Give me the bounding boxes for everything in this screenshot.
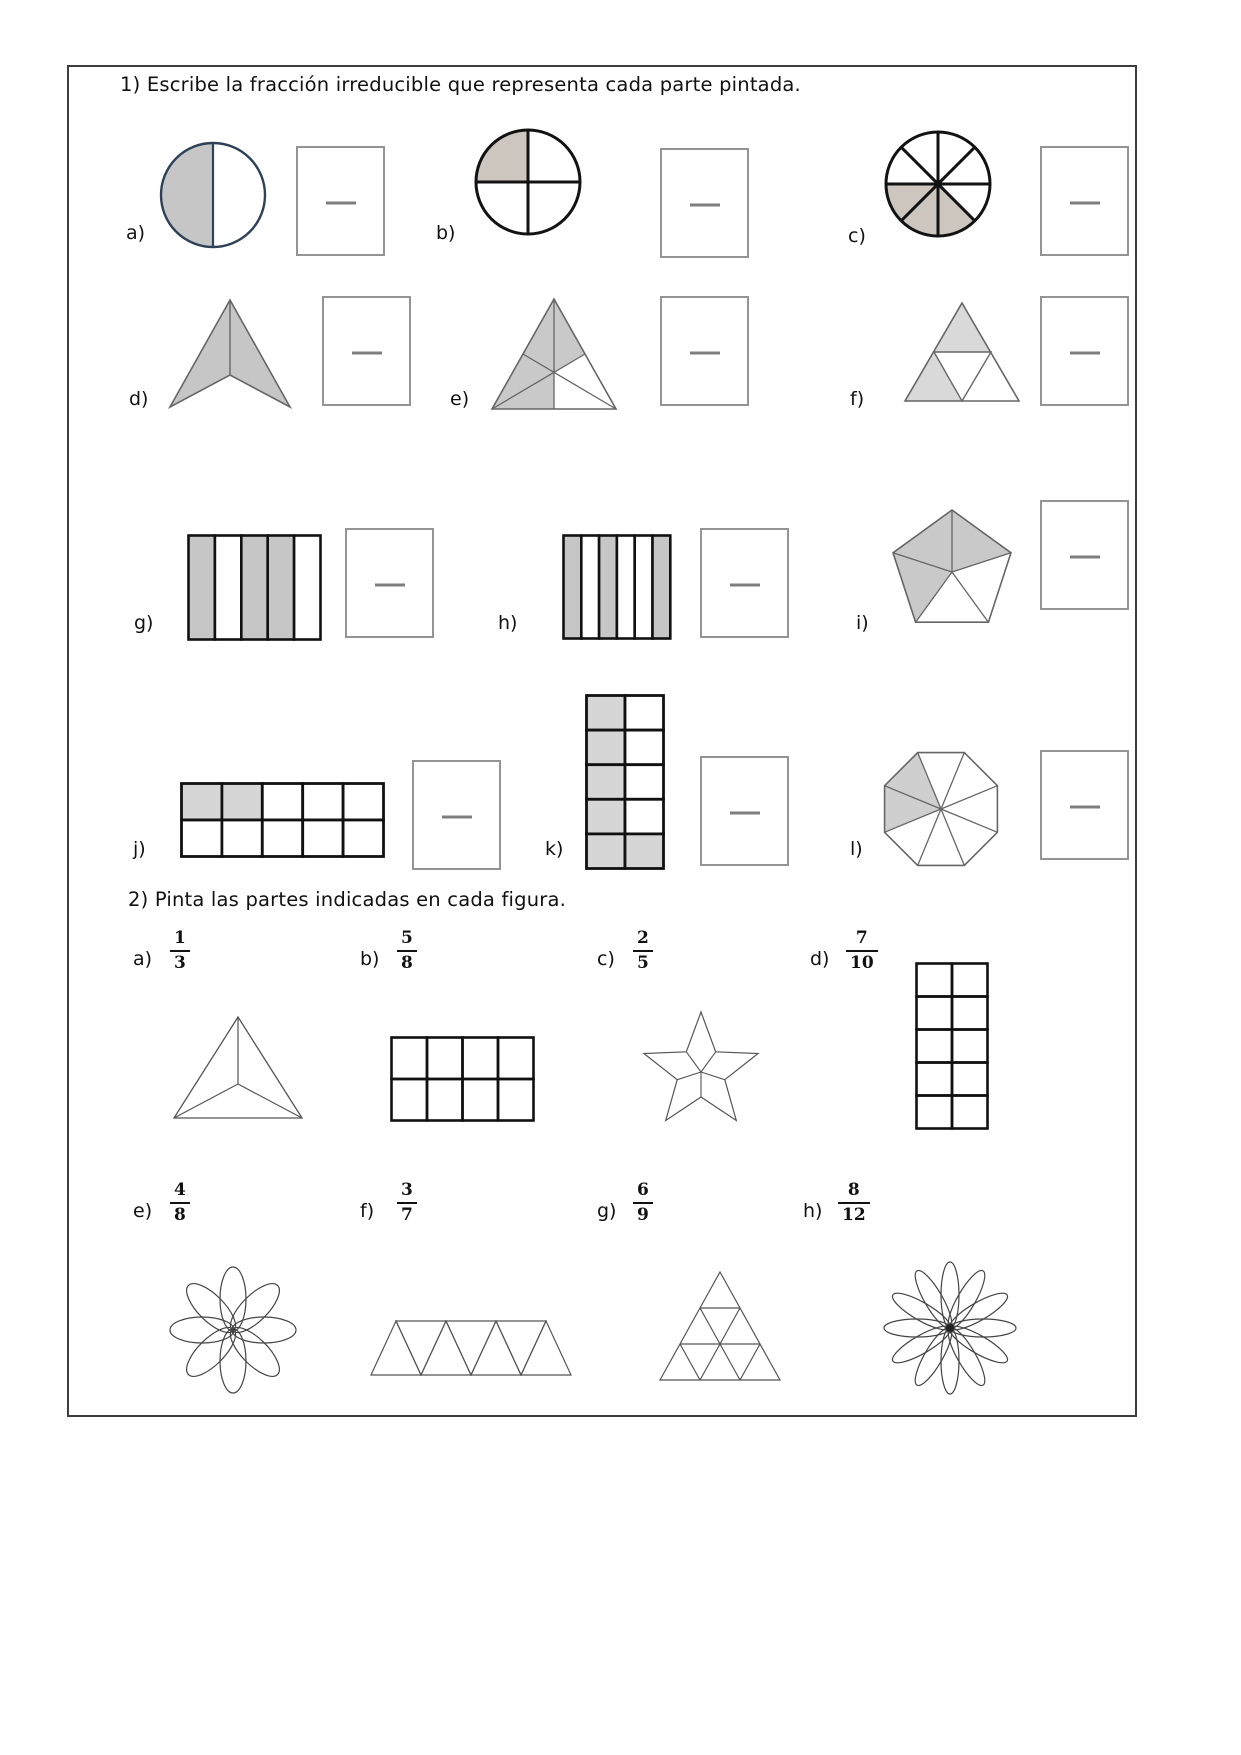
numerator: 1: [174, 928, 186, 948]
s1-f-label: f): [850, 388, 865, 410]
s1-k-label: k): [545, 838, 564, 860]
s2-e-fraction: [170, 1182, 190, 1224]
rectangle-strips-figure: [187, 534, 322, 641]
circle-halves-figure: [158, 140, 268, 250]
s2-g-fraction: [633, 1182, 653, 1224]
fraction-line-placeholder: [1070, 202, 1100, 205]
denominator: 8: [397, 950, 417, 972]
octagon-eighths-figure: [876, 744, 1006, 874]
s1-i-label: i): [856, 612, 869, 634]
s1-f-answer-box[interactable]: [1040, 296, 1129, 406]
triangle-strip-paint-figure[interactable]: [368, 1318, 574, 1378]
s1-d-label: d): [129, 388, 149, 410]
s1-k-answer-box[interactable]: [700, 756, 789, 866]
pentagon-fifths-figure: [885, 502, 1020, 627]
fraction-line-placeholder: [690, 352, 720, 355]
numerator: 6: [637, 1180, 649, 1200]
denominator: 5: [633, 950, 653, 972]
flower-12-petals-paint-figure[interactable]: [882, 1260, 1018, 1396]
numerator: 5: [401, 928, 413, 948]
s1-b-answer-box[interactable]: [660, 148, 749, 258]
grid-4x2-paint-figure[interactable]: [390, 1036, 535, 1122]
s2-d-label: d): [810, 948, 830, 970]
square-strips-figure: [562, 534, 672, 640]
fraction-line-placeholder: [730, 584, 760, 587]
arrowhead-figure: [165, 296, 295, 411]
s1-g-answer-box[interactable]: [345, 528, 434, 638]
s1-e-label: e): [450, 388, 470, 410]
s1-j-label: j): [133, 838, 146, 860]
s2-a-fraction: [170, 930, 190, 972]
s2-h-fraction: [838, 1182, 870, 1224]
s1-h-answer-box[interactable]: [700, 528, 789, 638]
fraction-line-placeholder: [1070, 806, 1100, 809]
circle-quarters-figure: [472, 126, 584, 238]
section2-title: 2) Pinta las partes indicadas en cada figura.: [128, 888, 567, 911]
s1-l-label: l): [850, 838, 863, 860]
denominator: 9: [633, 1202, 653, 1224]
s1-e-answer-box[interactable]: [660, 296, 749, 406]
s1-d-answer-box[interactable]: [322, 296, 411, 406]
grid-2x5-figure: [585, 694, 665, 871]
fraction-line-placeholder: [690, 204, 720, 207]
s2-c-fraction: [633, 930, 653, 972]
triangle-medians-figure: [487, 294, 622, 414]
numerator: 7: [855, 928, 868, 948]
s1-c-label: c): [848, 225, 866, 247]
star-fifths-paint-figure[interactable]: [635, 1008, 767, 1134]
s1-i-answer-box[interactable]: [1040, 500, 1129, 610]
denominator: 3: [170, 950, 190, 972]
s2-g-label: g): [597, 1200, 617, 1222]
s1-a-label: a): [126, 222, 146, 244]
s2-f-label: f): [360, 1200, 375, 1222]
denominator: 7: [397, 1202, 417, 1224]
fraction-line-placeholder: [326, 202, 356, 205]
s2-e-label: e): [133, 1200, 153, 1222]
s2-h-label: h): [803, 1200, 823, 1222]
fraction-line-placeholder: [730, 812, 760, 815]
fraction-line-placeholder: [1070, 556, 1100, 559]
numerator: 3: [401, 1180, 413, 1200]
s1-h-label: h): [498, 612, 518, 634]
s1-c-answer-box[interactable]: [1040, 146, 1129, 256]
s1-j-answer-box[interactable]: [412, 760, 501, 870]
denominator: 10: [846, 950, 878, 972]
s2-d-fraction: [846, 930, 878, 972]
numerator: 8: [847, 1180, 860, 1200]
fraction-line-placeholder: [375, 584, 405, 587]
s1-b-label: b): [436, 222, 456, 244]
denominator: 12: [838, 1202, 870, 1224]
numerator: 4: [174, 1180, 186, 1200]
flower-8-petals-paint-figure[interactable]: [165, 1262, 301, 1398]
grid-5x2-figure: [180, 782, 385, 858]
grid-2x5-paint-figure[interactable]: [915, 962, 989, 1130]
s2-b-fraction: [397, 930, 417, 972]
s1-a-answer-box[interactable]: [296, 146, 385, 256]
triangle-ninths-paint-figure[interactable]: [655, 1268, 785, 1384]
s1-l-answer-box[interactable]: [1040, 750, 1129, 860]
triangle-thirds-paint-figure[interactable]: [168, 1012, 308, 1124]
s2-b-label: b): [360, 948, 380, 970]
triangle-quarters-figure: [900, 298, 1024, 406]
s2-f-fraction: [397, 1182, 417, 1224]
denominator: 8: [170, 1202, 190, 1224]
circle-eighths-figure: [882, 128, 994, 240]
section1-title: 1) Escribe la fracción irreducible que representa cada parte pintada.: [120, 73, 801, 96]
s2-c-label: c): [597, 948, 615, 970]
s1-g-label: g): [134, 612, 154, 634]
fraction-line-placeholder: [442, 816, 472, 819]
fraction-line-placeholder: [352, 352, 382, 355]
s2-a-label: a): [133, 948, 153, 970]
fraction-line-placeholder: [1070, 352, 1100, 355]
numerator: 2: [637, 928, 649, 948]
